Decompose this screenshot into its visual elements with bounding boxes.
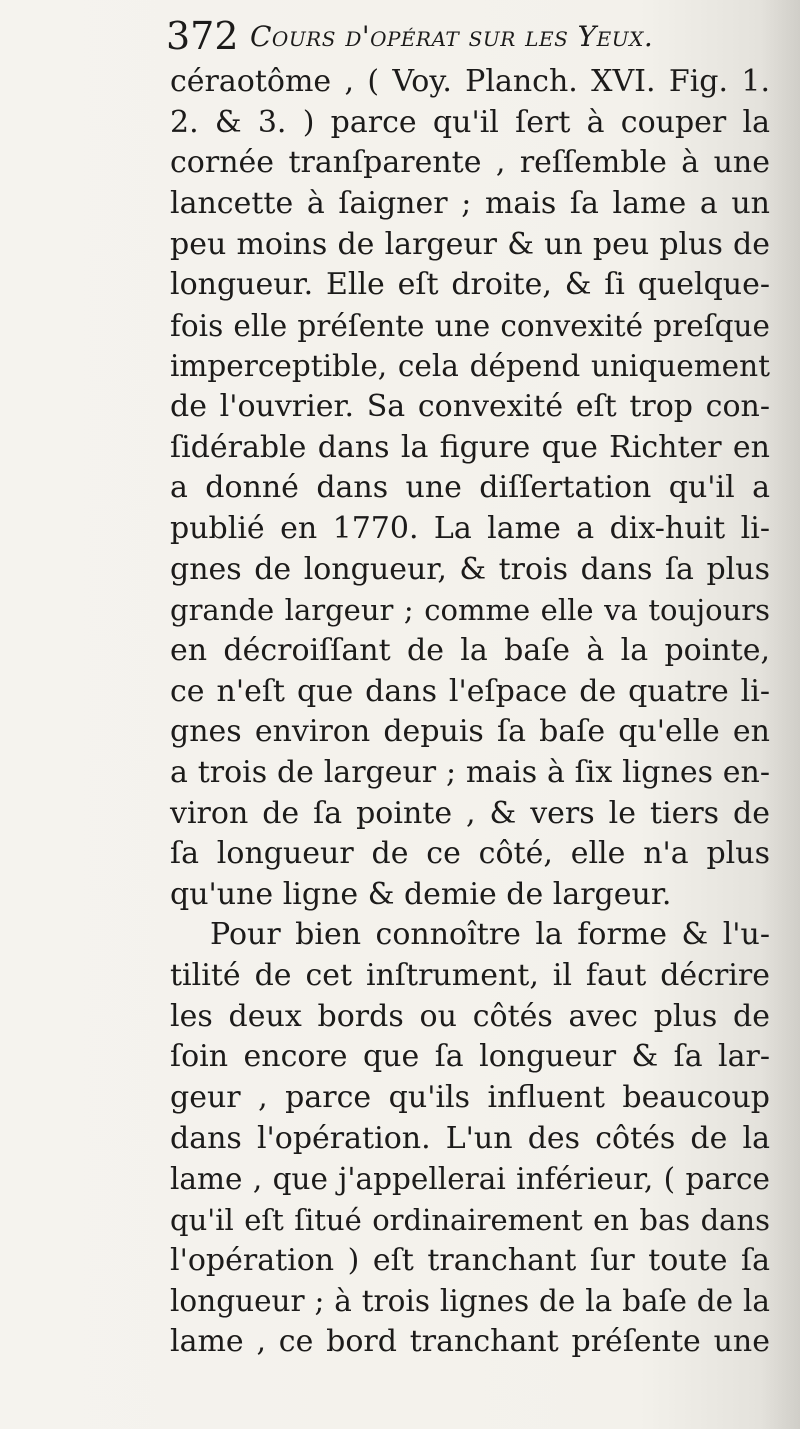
text-line: l'opération ) eſt tranchant ſur toute ſa <box>170 1242 770 1278</box>
paragraph-start-line: Pour bien connoître la forme & l'u- <box>210 917 770 953</box>
text-line: peu moins de largeur & un peu plus de <box>170 226 770 262</box>
text-line: en décroiſſant de la baſe à la pointe, <box>170 632 770 668</box>
text-line: céraotôme , ( Voy. Planch. XVI. Fig. 1. <box>170 64 770 99</box>
text-line: ce n'eſt que dans l'eſpace de quatre li- <box>170 673 770 709</box>
text-line: fois elle préſente une convexité preſque <box>170 308 770 343</box>
running-head: Cours d'opérat sur les Yeux. <box>250 20 654 53</box>
page-number: 372 <box>166 14 239 58</box>
text-line: geur , parce qu'ils influent beaucoup <box>170 1080 770 1116</box>
body-text <box>170 62 770 1363</box>
text-line: dans l'opération. L'un des côtés de la <box>170 1120 770 1156</box>
text-line: gnes environ depuis ſa baſe qu'elle en <box>170 714 770 750</box>
paragraph-end-line: qu'une ligne & demie de largeur. <box>170 876 672 912</box>
text-line: tilité de cet inſtrument, il faut décrire <box>170 958 770 994</box>
text-line: cornée tranſparente , reſſemble à une <box>170 145 770 181</box>
text-line: lame , ce bord tranchant préſente une <box>170 1323 770 1359</box>
text-line: longueur. Elle eſt droite, & ſi quelque- <box>170 267 770 303</box>
text-line: gnes de longueur, & trois dans ſa plus <box>170 551 770 587</box>
text-line: ſoin encore que ſa longueur & ſa lar- <box>170 1039 770 1075</box>
text-line: 2. & 3. ) parce qu'il ſert à couper la <box>170 104 770 140</box>
text-line: viron de ſa pointe , & vers le tiers de <box>170 795 770 831</box>
text-line: ſa longueur de ce côté, elle n'a plus <box>170 836 770 872</box>
page-header <box>166 10 796 62</box>
text-line: qu'il eſt ſitué ordinairement en bas dans <box>170 1202 770 1237</box>
text-line: lancette à ſaigner ; mais ſa lame a un <box>170 185 770 221</box>
text-line: de l'ouvrier. Sa convexité eſt trop con- <box>170 389 770 425</box>
text-line: ſidérable dans la figure que Richter en <box>170 429 770 465</box>
text-line: lame , que j'appellerai inférieur, ( parce <box>170 1162 770 1197</box>
text-line: les deux bords ou côtés avec plus de <box>170 998 770 1034</box>
text-line: longueur ; à trois lignes de la baſe de la <box>170 1284 770 1319</box>
text-line: imperceptible, cela dépend uniquement <box>170 349 770 384</box>
text-line: grande largeur ; comme elle va toujours <box>170 593 770 628</box>
text-line: a trois de largeur ; mais à ſix lignes en- <box>170 754 770 790</box>
text-line: a donné dans une diſſertation qu'il a <box>170 470 770 506</box>
text-line: publié en 1770. La lame a dix-huit li- <box>170 511 770 547</box>
